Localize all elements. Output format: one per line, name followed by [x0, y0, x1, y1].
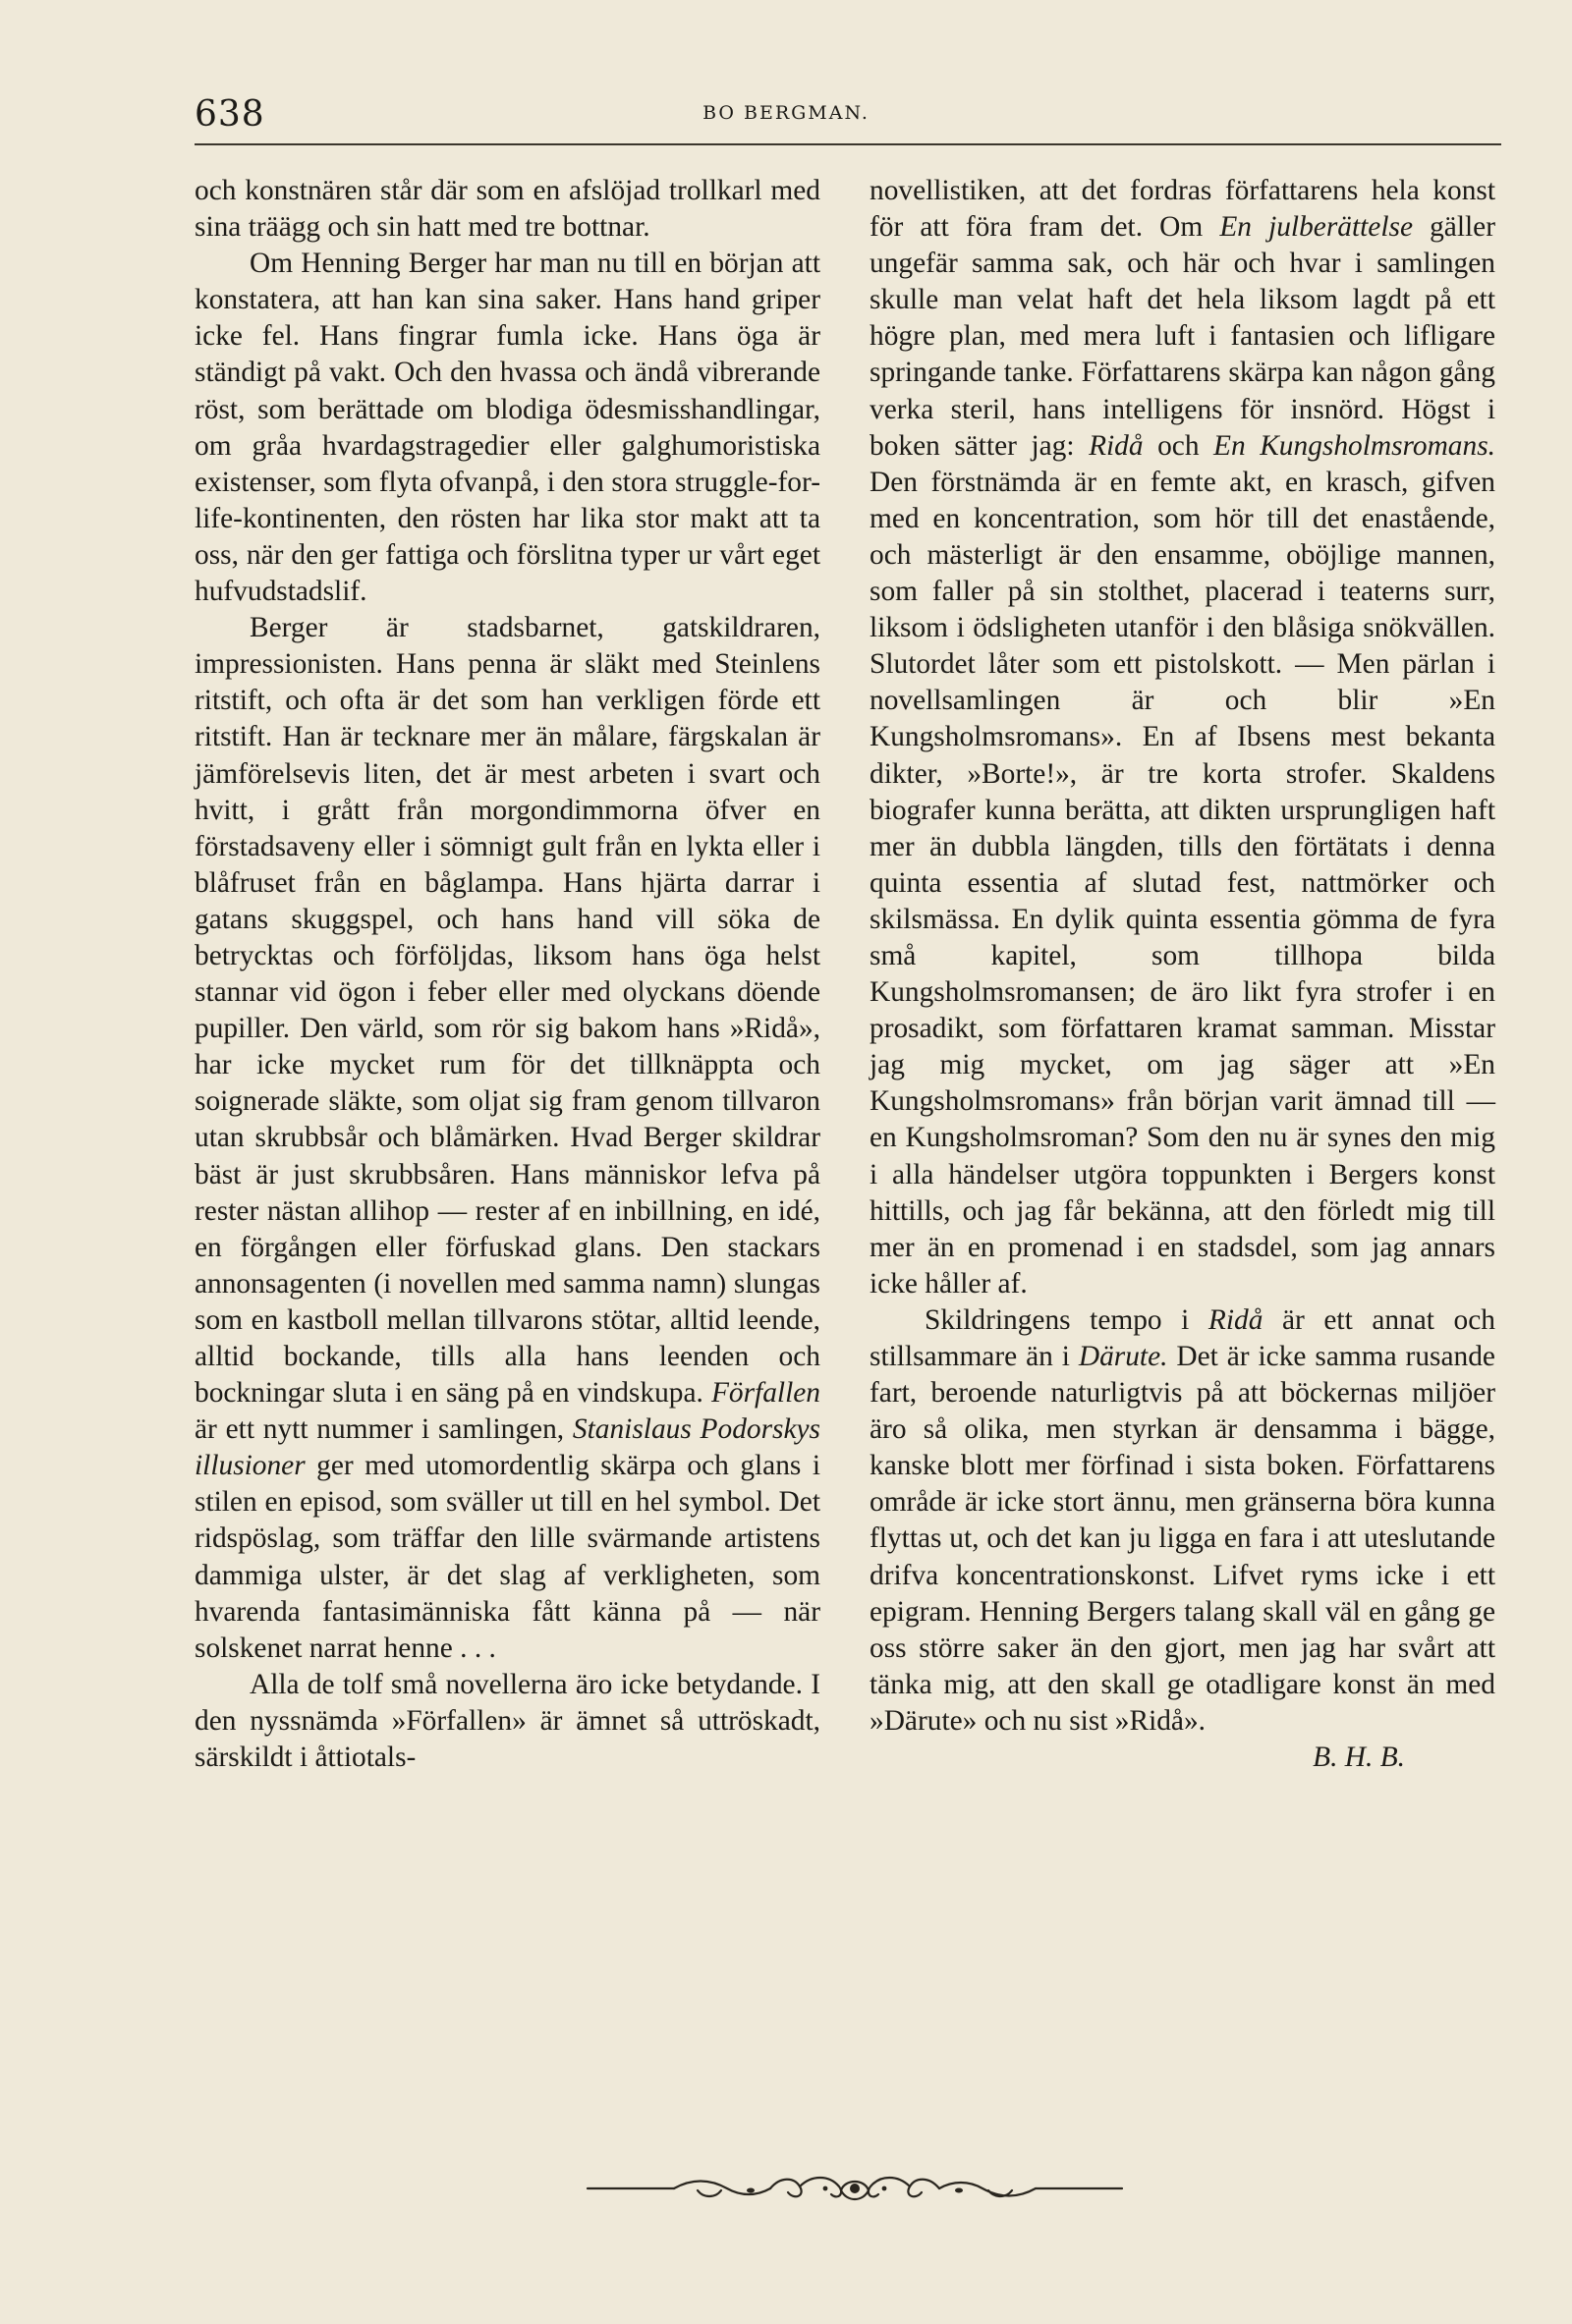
paragraph: [195, 610, 820, 1667]
text-run: och: [1157, 429, 1200, 462]
header-rule: [195, 143, 1501, 145]
paragraph: och konstnären står där som en afslöjad trollkarl med sina träägg och sin hatt med tre bottnar.: [195, 175, 820, 244]
running-header: BO BERGMAN.: [702, 102, 870, 124]
book-title: Stanislaus Podorskys illusioner: [195, 1413, 820, 1482]
text-run: är ett annat och stillsammare än i: [870, 1303, 1495, 1372]
book-title: Förfallen: [710, 1377, 820, 1410]
left-column: [195, 173, 820, 1776]
right-column: [870, 173, 1495, 1776]
author-signature: B. H. B.: [1313, 1742, 1405, 1774]
paragraph: [870, 173, 1495, 1302]
paragraph: Alla de tolf små novellerna äro icke betydande. I den nyssnämda »Förfallen» är ämnet så uttröskadt, särskildt i åttiotals-: [195, 1668, 820, 1774]
text-run: Berger är stadsbarnet, gatskildraren, impressionisten. Hans penna är släkt med Steinlens ritstift, och ofta är det som han verkligen förde ett ritstift. Han är tecknare mer än målare, färgskalan är jämförelsevis liten, det är mest arbeten i svart och hvitt, i grått från morgondimmorna öfver en förstadsaveny eller i sömnigt gult från en lykta eller i blåfruset från en båglampa. Hans hjärta darrar i gatans skuggspel, och hans hand vill söka de betrycktas och förföljdas, liksom hans öga helst stannar vid ögon i feber eller med olyckans döende pupiller. Den värld, som rör sig bakom hans »Ridå», har icke mycket rum för det tillknäppta och soignerade släkte, som oljat sig fram genom tillvaron utan skrubbsår och blåmärken. Hvad Berger skildrar bäst är just skrubbsåren. Hans människor lefva på rester nästan allihop — rester af en inbillning, en idé, en förgången eller förfuskad glans. Den stackars annonsagenten (i novellen med samma namn) slungas som en kastboll mellan tillvarons stötar, alltid leende, alltid bockande, tills alla hans leenden och bockningar sluta i en säng på en vindskupa.: [195, 612, 820, 1410]
text-run: ger med utomordentlig skärpa och glans i stilen en episod, som sväller ut till en hel symbol. Det ridspöslag, som träffar den lille svärmande artistens dammiga ulster, är det slag af verkligheten, som hvarenda fantasimänniska fått känna på — när solskenet narrat henne . . .: [195, 1450, 820, 1664]
text-run: Skildringens tempo i: [925, 1303, 1190, 1336]
text-run: Det är icke samma rusande fart, beroende naturligtvis på att böckernas miljöer äro så olika, men styrkan är densamma i bägge, kanske blott mer förfinad i sista boken. Författarens område är icke stort ännu, men gränserna böra kunna flyttas ut, och det kan ju ligga en fara i att uteslutande drifva koncentrationskonst. Lifvet ryms icke i ett epigram. Henning Bergers talang skall väl en gång ge oss större saker än den gjort, men jag har svårt att tänka mig, att den skall ge otadligare konst än med »Därute» och nu sist »Ridå».: [870, 1341, 1495, 1737]
text-run: är ett nytt nummer i samlingen,: [195, 1413, 565, 1446]
text-run: gäller ungefär samma sak, och här och hvar i samlingen skulle man velat haft det hela liksom lagdt på ett högre plan, med mera luft i fantasien och lifligare springande tanke. Författarens skärpa kan någon gång verka steril, hans intelligens för insnörd. Högst i boken sätter jag:: [870, 211, 1495, 462]
page-number: 638: [195, 94, 265, 135]
book-title: En Kungsholmsromans.: [1213, 429, 1495, 462]
book-title: Därute.: [1078, 1341, 1168, 1372]
book-title: En julberättelse: [1219, 211, 1413, 244]
decorative-ornament-icon: [584, 2169, 1126, 2208]
book-title: Ridå: [1207, 1303, 1263, 1336]
text-run: Den förstnämda är en femte akt, en krasch, gifven med en koncentration, som hör till det enastående, och mästerligt är den ensamme, oböjlige mannen, som faller på sin stolthet, placerad i teaterns surr, liksom i ödsligheten utanför i den blåsiga snökvällen. Slutordet låter som ett pistolskott. — Men pärlan i novellsamlingen är och blir »En Kungsholmsromans». En af Ibsens mest bekanta dikter, »Borte!», är tre korta strofer. Skaldens biografer kunna berätta, att dikten ursprungligen haft mer än dubbla längden, tills den förtätats i denna quinta essentia af slutad fest, nattmörker och skilsmässa. En dylik quinta essentia gömma de fyra små kapitel, som tillhopa bilda Kungsholmsromansen; de äro likt fyra strofer i en prosadikt, som författaren kramat samman. Misstar jag mig mycket, om jag säger att »En Kungsholmsromans» från början varit ämnad till — en Kungsholmsroman? Som den nu är synes den mig i alla händelser utgöra toppunkten i Bergers konst hittills, och jag får bekänna, att den förledt mig till mer än en promenad i en stadsdel, som jag annars icke håller af.: [870, 466, 1495, 1300]
paragraph: [870, 1302, 1495, 1740]
text-run: novellistiken, att det fordras författarens hela konst för att föra fram det. Om: [870, 175, 1495, 244]
book-title: Ridå: [1089, 429, 1144, 462]
paragraph: Om Henning Berger har man nu till en början att konstatera, att han kan sina saker. Hans hand griper icke fel. Hans fingrar fumla icke. Hans öga är ständigt på vakt. Och den hvassa och ändå vibrerande röst, som berättade om blodiga ödesmisshandlingar, om gråa hvardagstragedier eller galghumoristiska existenser, som flyta ofvanpå, i den stora struggle-for-life-kontinenten, den rösten har lika stor makt att ta oss, när den ger fattiga och förslitna typer ur vårt eget hufvudstadslif.: [195, 248, 820, 608]
